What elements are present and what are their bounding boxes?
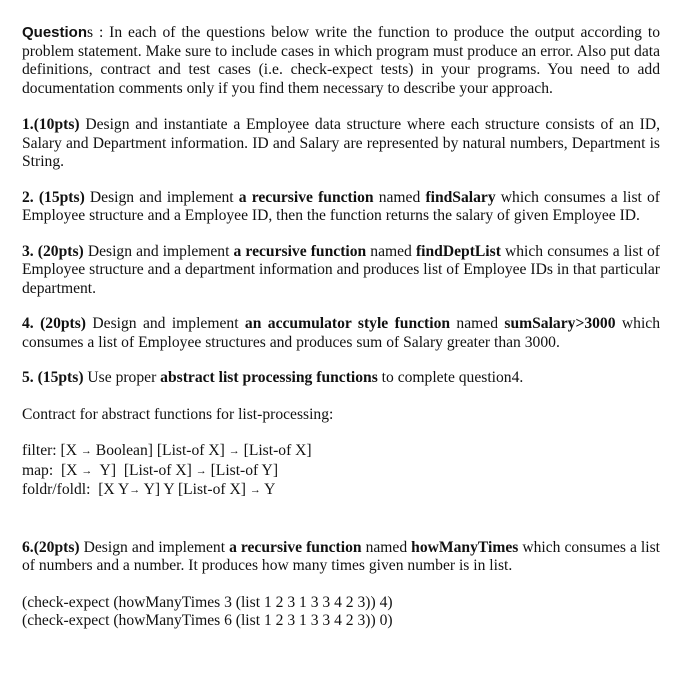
question-2 bbox=[22, 189, 660, 226]
arrow-icon: → bbox=[228, 445, 240, 457]
intro-label: Question bbox=[22, 24, 88, 41]
question-4-text: Design and implement bbox=[86, 315, 245, 332]
question-4-head: 4. (20pts) bbox=[22, 315, 86, 332]
contract-filter bbox=[22, 442, 660, 462]
question-6-function-name: howManyTimes bbox=[411, 538, 519, 556]
arrow-icon: → bbox=[81, 464, 93, 477]
contract-fold bbox=[22, 481, 660, 501]
question-5-head: 5. (15pts) bbox=[22, 369, 84, 386]
question-3-text: Design and implement bbox=[83, 242, 234, 260]
question-4-text: named bbox=[450, 315, 505, 332]
question-3-head: 3. (20pts) bbox=[22, 242, 84, 260]
question-1 bbox=[22, 116, 660, 172]
question-3-text: named bbox=[366, 242, 416, 260]
question-2-text: Design and implement bbox=[84, 188, 239, 206]
question-4-function-name: sumSalary>3000 bbox=[504, 315, 616, 332]
question-3-emphasis: a recursive function bbox=[233, 242, 367, 260]
contract-map-part: map: [X bbox=[22, 461, 82, 479]
arrow-icon: → bbox=[129, 484, 141, 496]
arrow-icon: → bbox=[249, 484, 261, 496]
question-6-text: which consumes a list of numbers and a number. It produces how many times given number is in list. bbox=[22, 538, 660, 574]
question-5-text: to complete question4. bbox=[377, 369, 524, 386]
question-5 bbox=[22, 369, 660, 388]
arrow-icon: → bbox=[80, 445, 92, 457]
contract-filter-part: filter: [X bbox=[22, 442, 81, 459]
question-5-emphasis: abstract list processing functions bbox=[160, 369, 378, 386]
question-2-text: which consumes a list of Employee structure and a Employee ID, then the function returns the salary of given Employee ID. bbox=[22, 188, 660, 224]
contract-heading: Contract for abstract functions for list-processing: bbox=[22, 405, 334, 423]
contract-map-part: Y] [List-of X] bbox=[92, 461, 196, 479]
intro-paragraph bbox=[22, 24, 660, 98]
question-2-emphasis: a recursive function bbox=[238, 188, 374, 206]
question-4 bbox=[22, 315, 660, 352]
contract-fold-part: foldr/foldl: [X Y bbox=[22, 481, 130, 498]
contract-filter-part: [List-of X] bbox=[239, 442, 312, 459]
question-2-head: 2. (15pts) bbox=[22, 188, 85, 206]
contract-map bbox=[22, 462, 660, 482]
question-2-function-name: findSalary bbox=[425, 188, 496, 206]
question-3-function-name: findDeptList bbox=[415, 242, 501, 260]
question-5-text: Use proper bbox=[83, 369, 161, 386]
contract-fold-part: Y bbox=[260, 481, 276, 498]
contract-filter-part: Boolean] [List-of X] bbox=[91, 442, 229, 459]
question-6-head: 6.(20pts) bbox=[22, 538, 80, 556]
test-cases bbox=[22, 594, 660, 631]
question-1-text: Design and instantiate a Employee data structure where each structure consists of an ID, Salary and Department information. ID and Salary are represented by natural numbers, Department is String. bbox=[22, 116, 660, 170]
question-6 bbox=[22, 539, 660, 576]
question-6-text: Design and implement bbox=[79, 538, 230, 556]
question-4-emphasis: an accumulator style function bbox=[244, 315, 451, 332]
question-6-text: named bbox=[361, 538, 412, 556]
intro-text: : In each of the questions below write the function to produce the output according to problem statement. Make sure to include cases in which program must produce an error. Also put data definitions, contract and test cases (i.e. check-expect tests) in your programs. You need to add documentation comments only if you find them necessary to describe your approach. bbox=[22, 24, 660, 97]
question-3-text: which consumes a list of Employee structure and a department information and produces list of Employee IDs in that particular department. bbox=[22, 242, 660, 297]
question-3 bbox=[22, 243, 660, 299]
question-2-text: named bbox=[373, 188, 426, 206]
test-case: (check-expect (howManyTimes 6 (list 1 2 3 1 3 3 4 2 3)) 0) bbox=[22, 612, 393, 629]
arrow-icon: → bbox=[195, 464, 207, 477]
contract-fold-part: Y] Y [List-of X] bbox=[140, 481, 250, 498]
question-6-emphasis: a recursive function bbox=[229, 538, 362, 556]
assignment-document bbox=[22, 24, 660, 631]
test-case: (check-expect (howManyTimes 3 (list 1 2 3 1 3 3 4 2 3)) 4) bbox=[22, 593, 393, 611]
intro-label-tail: s bbox=[87, 24, 94, 41]
question-4-text: which consumes a list of Employee structures and produces sum of Salary greater than 3000. bbox=[22, 315, 661, 351]
contract-map-part: [List-of Y] bbox=[206, 461, 279, 479]
contract-list bbox=[22, 442, 660, 501]
question-1-head: 1.(10pts) bbox=[22, 116, 80, 133]
